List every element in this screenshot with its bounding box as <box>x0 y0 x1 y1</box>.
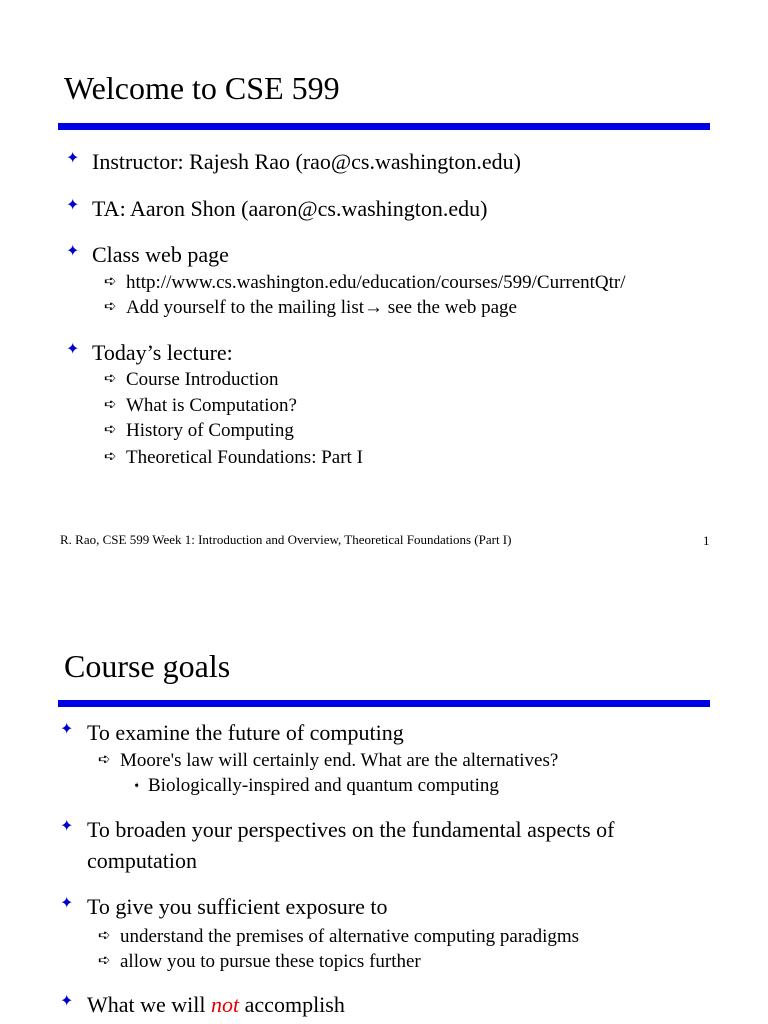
bullet-ta: TA: Aaron Shon (aaron@cs.washington.edu) <box>92 196 488 221</box>
right-arrow-icon: ➪ <box>98 928 111 944</box>
slide-title: Welcome to CSE 599 <box>64 70 340 106</box>
bullet-broaden-line1: To broaden your perspectives on the fundamental aspects of <box>87 817 615 842</box>
sub-item-moores-law: Moore's law will certainly end. What are the alternatives? <box>120 750 559 771</box>
four-point-star-icon: ✦ <box>60 818 74 835</box>
sub-item-understand-premises: understand the premises of alternative computing paradigms <box>120 926 580 947</box>
sub-item-mailing-list: Add yourself to the mailing list→ see the web page <box>126 297 517 318</box>
bullet-not-accomplish <box>87 992 345 1018</box>
right-arrow-icon: ➪ <box>104 422 117 438</box>
four-point-star-icon: ✦ <box>60 721 74 738</box>
four-point-star-icon: ✦ <box>60 895 74 912</box>
sub-item-pursue-topics: allow you to pursue these topics further <box>120 951 421 972</box>
right-arrow-icon: ➪ <box>104 449 117 465</box>
triangle-arrow-icon: ➧ <box>133 780 141 790</box>
sub-item-theoretical: Theoretical Foundations: Part I <box>126 447 363 468</box>
four-point-star-icon: ✦ <box>66 150 80 167</box>
page-number: 1 <box>703 533 710 548</box>
slide-footer: R. Rao, CSE 599 Week 1: Introduction and Overview, Theoretical Foundations (Part I) <box>60 532 512 547</box>
bullet-exposure: To give you sufficient exposure to <box>87 894 388 919</box>
sub-item-url: http://www.cs.washington.edu/education/courses/599/CurrentQtr/ <box>126 272 626 293</box>
four-point-star-icon: ✦ <box>60 993 74 1010</box>
sub-sub-item-bio-quantum: Biologically-inspired and quantum computing <box>148 775 499 796</box>
right-arrow-icon: ➪ <box>104 397 117 413</box>
right-arrow-icon: ➪ <box>98 752 111 768</box>
bullet-instructor: Instructor: Rajesh Rao (rao@cs.washington.edu) <box>92 149 521 174</box>
sub-item-course-intro: Course Introduction <box>126 369 279 390</box>
title-rule <box>58 700 710 707</box>
not-accomplish-before: What we will <box>87 992 212 1017</box>
right-arrow-icon: ➪ <box>104 371 117 387</box>
sub-item-history: History of Computing <box>126 420 294 441</box>
bullet-examine-future: To examine the future of computing <box>87 720 404 745</box>
not-accomplish-after: accomplish <box>239 992 345 1017</box>
four-point-star-icon: ✦ <box>66 243 80 260</box>
slide-2 <box>0 576 768 1024</box>
sub-item-what-is-computation: What is Computation? <box>126 395 297 416</box>
bullet-todays-lecture: Today’s lecture: <box>92 340 233 365</box>
right-arrow-icon: ➪ <box>104 274 117 290</box>
bullet-broaden-line2: computation <box>87 848 197 873</box>
right-arrow-icon: ➪ <box>98 953 111 969</box>
right-arrow-icon: ➪ <box>104 299 117 315</box>
four-point-star-icon: ✦ <box>66 341 80 358</box>
slide-title: Course goals <box>64 648 231 684</box>
bullet-class-web-page: Class web page <box>92 242 229 267</box>
title-rule <box>58 123 710 130</box>
four-point-star-icon: ✦ <box>66 197 80 214</box>
emphasis-not: not <box>211 992 240 1017</box>
